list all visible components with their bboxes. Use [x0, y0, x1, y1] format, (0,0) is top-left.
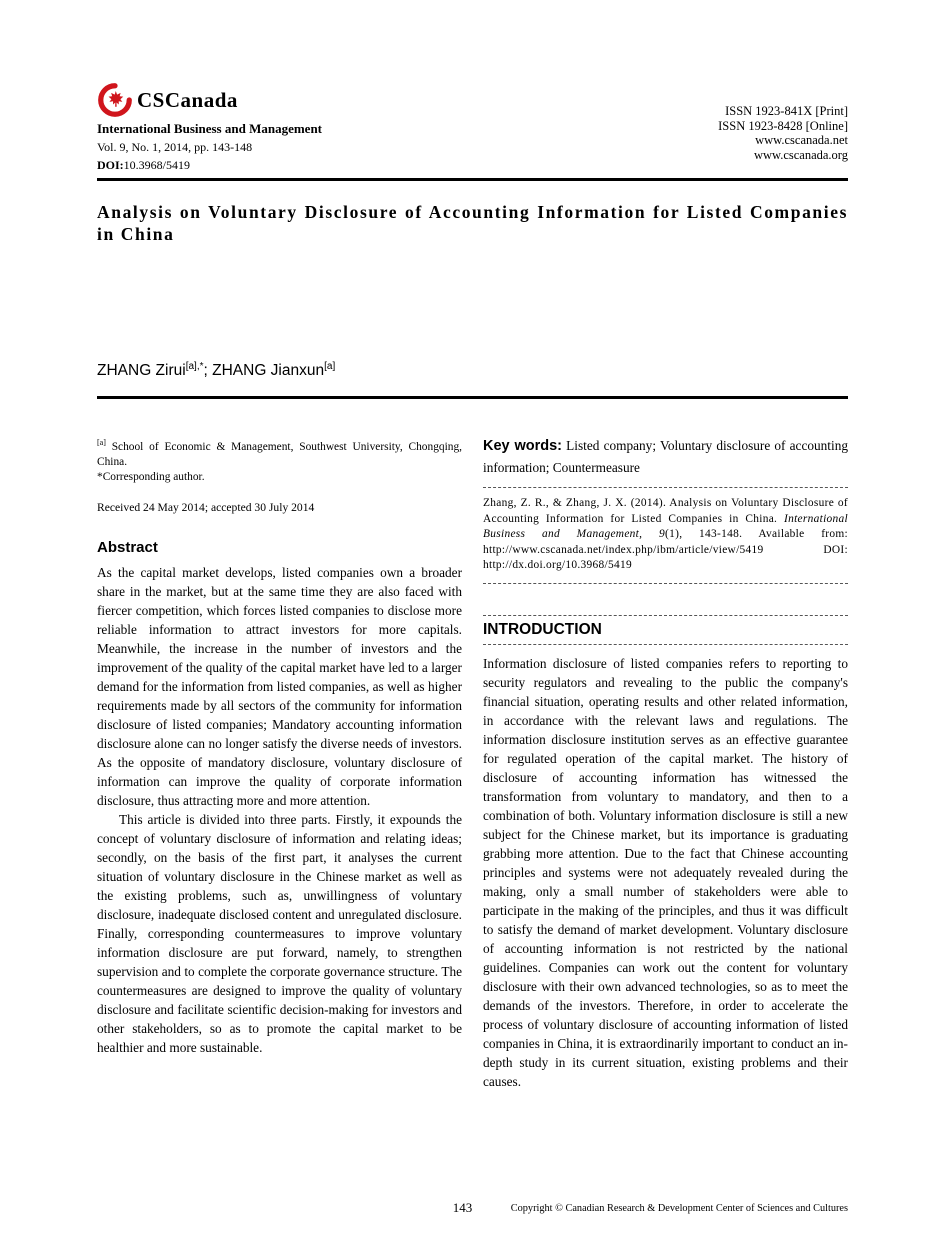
- issn-print: ISSN 1923-841X [Print]: [725, 104, 848, 118]
- citation: [483, 496, 848, 574]
- paper-page: [97, 0, 848, 1091]
- journal-header: [97, 0, 848, 173]
- journal-name: International Business and Management: [97, 121, 322, 136]
- author-1-affiliation-mark: [a],*: [185, 361, 204, 372]
- page-number: 143: [452, 1200, 473, 1215]
- citation-journal-italic: International Business and Management, 9: [483, 512, 848, 541]
- issn-block: [718, 82, 848, 162]
- keywords-text: Listed company; Voluntary disclosure of accounting information; Countermeasure: [483, 438, 848, 476]
- abstract-heading: Abstract: [97, 538, 158, 556]
- citation-text-2: (1), 143-148. Available from: http://www.cscanada.net/index.php/ibm/article/view/5419 DOI: http://dx.doi.org/10.3968/5419: [483, 528, 849, 572]
- issn-online: ISSN 1923-8428 [Online]: [718, 118, 848, 133]
- left-column: [97, 435, 462, 1091]
- copyright-notice: Copyright © Canadian Research & Development Center of Sciences and Cultures: [510, 1203, 848, 1214]
- received-dates: Received 24 May 2014; accepted 30 July 2014: [97, 500, 315, 514]
- divider-after-introduction: [483, 644, 848, 645]
- divider-after-keywords: [483, 487, 848, 488]
- cscanada-logo: [97, 82, 322, 118]
- affiliation-note: [97, 435, 462, 470]
- author-2-affiliation-mark: [a]: [324, 361, 336, 372]
- page-footer: [0, 1200, 925, 1222]
- keywords: [483, 435, 848, 478]
- header-rule: [97, 178, 848, 181]
- abstract-paragraph-1: As the capital market develops, listed companies own a broader share in the market, but at the same time they are also faced with fiercer competition, which forces listed companies to disclose more reliable information to attract investors for more capitals. Meanwhile, the increase in the number of investors and the improvement of the quality of the capital market have led to a larger demand for the information from listed companies, as well as higher requirements made by all sectors of the community for information disclosure of listed companies; Mandatory accounting information disclosure alone can no longer satisfy the diverse needs of investors. As the opposite of mandatory disclosure, voluntary disclosure of information can improve the quality of corporate information disclosure, thus attracting more and more attention.: [97, 564, 462, 808]
- doi-label: DOI:: [97, 158, 124, 172]
- author-1-name: ZHANG Zirui: [97, 362, 186, 380]
- author-separator: ;: [203, 362, 213, 380]
- affiliation-mark: [a]: [97, 438, 106, 448]
- citation-text-1: Zhang, Z. R., & Zhang, J. X. (2014). Analysis on Voluntary Disclosure of Accounting Information for Listed Companies in China.: [483, 497, 848, 525]
- maple-leaf-logo-icon: [97, 82, 133, 118]
- author-2-name: ZHANG Jianxun: [212, 362, 325, 380]
- doi-value: 10.3968/5419: [123, 158, 191, 172]
- section-gap: [483, 584, 848, 606]
- introduction-heading: INTRODUCTION: [483, 620, 602, 638]
- logo-text: CSCanada: [137, 87, 238, 112]
- publisher-block: [97, 82, 322, 173]
- keywords-label: Key words:: [483, 438, 563, 455]
- corresponding-author-note: *Corresponding author.: [97, 470, 205, 483]
- author-rule: [97, 396, 848, 399]
- website-org: www.cscanada.org: [753, 147, 848, 162]
- abstract-paragraph-2: This article is divided into three parts. Firstly, it expounds the concept of voluntary disclosure of information and relating ideas; secondly, on the basis of the first part, it analyses the current situation of voluntary disclosure in the Chinese market as well as the existing problems, such as, unwillingness of voluntary disclosure, inadequate disclosed content and unregulated disclosure. Finally, corresponding countermeasures to improve voluntary information disclosure are put forward, namely, to strengthen supervision and to complete the corporate governance structure. The countermeasures are designed to improve the quality of voluntary disclosure and facilitate scientific decision-making for investors and other stakeholders, so as to promote the capital market to be healthier and more sustainable.: [97, 811, 462, 1055]
- divider-before-introduction: [483, 615, 848, 616]
- article-title: Analysis on Voluntary Disclosure of Accounting Information for Listed Companies in China: [97, 202, 848, 244]
- introduction-paragraph: Information disclosure of listed companies refers to reporting to security regulators and revealing to the public the company's financial situation, operating results and other related information, in accordance with the relevant laws and regulations. The information disclosure institution serves as an effective guarantee for regulated operation of the capital market. The history of disclosure of accounting information has witnessed the transformation from voluntary to mandatory, and then to a combination of both. Voluntary information disclosure is still a new subject for the Chinese market, but its importance is graduating grabbing more attention. Due to the fact that Chinese accounting principles and systems were not adequately revealed during the making, only a small number of stakeholders were able to participate in the making of the principles, and thus it was difficult to satisfy the demand of market development. Voluntary disclosure of accounting information is not restricted by the national guidelines. Companies can work out the content for voluntary disclosure with their own advanced technologies, so as to meet the demands of the investors. Therefore, in order to accelerate the process of voluntary disclosure of accounting information of listed companies in China, it is extraordinarily important to conduct an in-depth study in its current situation, existing problems and their causes.: [483, 655, 848, 1089]
- affiliation-text: School of Economic & Management, Southwest University, Chongqing, China.: [97, 440, 462, 468]
- website-net: www.cscanada.net: [755, 133, 848, 147]
- doi-line: [97, 158, 322, 173]
- two-column-body: [97, 435, 848, 1091]
- author-line: [97, 361, 848, 380]
- right-column: [483, 435, 848, 1091]
- volume-info: Vol. 9, No. 1, 2014, pp. 143-148: [97, 140, 253, 154]
